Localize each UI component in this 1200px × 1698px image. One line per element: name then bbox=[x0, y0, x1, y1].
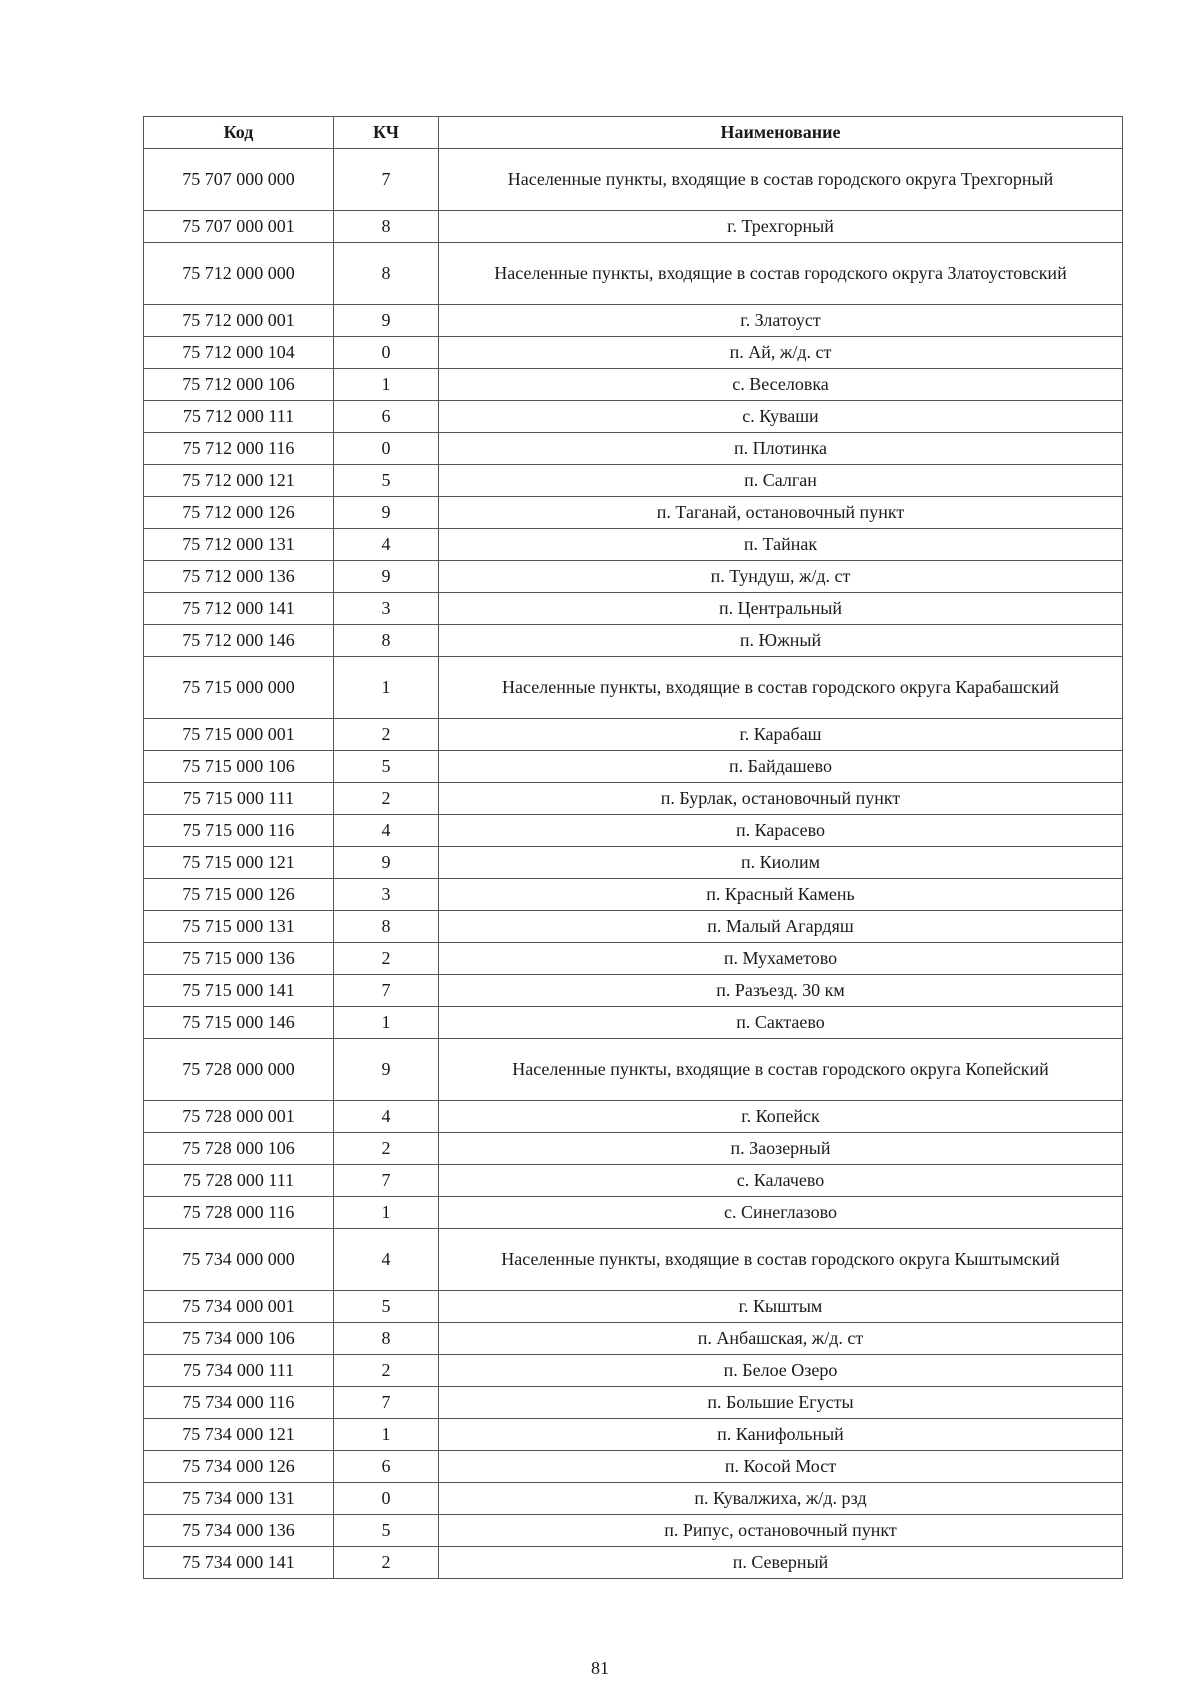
cell-cc: 7 bbox=[334, 1165, 439, 1197]
cell-code: 75 734 000 126 bbox=[144, 1451, 334, 1483]
table-row bbox=[144, 1165, 1123, 1197]
cell-code: 75 715 000 146 bbox=[144, 1007, 334, 1039]
cell-code: 75 715 000 126 bbox=[144, 879, 334, 911]
table-row bbox=[144, 401, 1123, 433]
table-row bbox=[144, 625, 1123, 657]
cell-cc: 9 bbox=[334, 497, 439, 529]
cell-name: с. Веселовка bbox=[439, 369, 1123, 401]
group-row bbox=[144, 1229, 1123, 1291]
group-row bbox=[144, 1039, 1123, 1101]
cell-name: Населенные пункты, входящие в состав городского округа Карабашский bbox=[439, 657, 1123, 719]
cell-cc: 9 bbox=[334, 847, 439, 879]
cell-cc: 9 bbox=[334, 305, 439, 337]
table-row bbox=[144, 1419, 1123, 1451]
cell-name: п. Сактаево bbox=[439, 1007, 1123, 1039]
cell-name: г. Копейск bbox=[439, 1101, 1123, 1133]
cell-name: п. Карасево bbox=[439, 815, 1123, 847]
cell-code: 75 712 000 146 bbox=[144, 625, 334, 657]
table-row bbox=[144, 433, 1123, 465]
cell-code: 75 712 000 111 bbox=[144, 401, 334, 433]
cell-cc: 8 bbox=[334, 243, 439, 305]
table-row bbox=[144, 497, 1123, 529]
cell-cc: 2 bbox=[334, 1355, 439, 1387]
cell-cc: 0 bbox=[334, 1483, 439, 1515]
table-row bbox=[144, 1323, 1123, 1355]
table-row bbox=[144, 975, 1123, 1007]
table-row bbox=[144, 719, 1123, 751]
cell-cc: 8 bbox=[334, 211, 439, 243]
cell-cc: 9 bbox=[334, 561, 439, 593]
cell-name: Населенные пункты, входящие в состав городского округа Кыштымский bbox=[439, 1229, 1123, 1291]
table-row bbox=[144, 1007, 1123, 1039]
cell-name: п. Косой Мост bbox=[439, 1451, 1123, 1483]
cell-name: п. Мухаметово bbox=[439, 943, 1123, 975]
table-row bbox=[144, 593, 1123, 625]
cell-code: 75 707 000 000 bbox=[144, 149, 334, 211]
cell-code: 75 734 000 000 bbox=[144, 1229, 334, 1291]
cell-name: п. Салган bbox=[439, 465, 1123, 497]
cell-code: 75 712 000 136 bbox=[144, 561, 334, 593]
cell-cc: 5 bbox=[334, 751, 439, 783]
cell-cc: 8 bbox=[334, 625, 439, 657]
cell-code: 75 728 000 106 bbox=[144, 1133, 334, 1165]
table-header-row bbox=[144, 117, 1123, 149]
cell-code: 75 715 000 001 bbox=[144, 719, 334, 751]
cell-name: п. Красный Камень bbox=[439, 879, 1123, 911]
cell-name: г. Кыштым bbox=[439, 1291, 1123, 1323]
table-row bbox=[144, 561, 1123, 593]
cell-cc: 5 bbox=[334, 465, 439, 497]
table-row bbox=[144, 783, 1123, 815]
cell-cc: 1 bbox=[334, 1419, 439, 1451]
table-row bbox=[144, 911, 1123, 943]
cell-code: 75 734 000 111 bbox=[144, 1355, 334, 1387]
cell-cc: 1 bbox=[334, 1007, 439, 1039]
cell-name: п. Ай, ж/д. ст bbox=[439, 337, 1123, 369]
table-row bbox=[144, 529, 1123, 561]
cell-code: 75 715 000 121 bbox=[144, 847, 334, 879]
cell-cc: 3 bbox=[334, 593, 439, 625]
cell-name: п. Тундуш, ж/д. ст bbox=[439, 561, 1123, 593]
cell-code: 75 712 000 116 bbox=[144, 433, 334, 465]
cell-cc: 1 bbox=[334, 657, 439, 719]
cell-cc: 5 bbox=[334, 1291, 439, 1323]
cell-code: 75 712 000 104 bbox=[144, 337, 334, 369]
cell-name: п. Анбашская, ж/д. ст bbox=[439, 1323, 1123, 1355]
cell-code: 75 712 000 121 bbox=[144, 465, 334, 497]
cell-code: 75 715 000 116 bbox=[144, 815, 334, 847]
cell-name: п. Таганай, остановочный пункт bbox=[439, 497, 1123, 529]
table-row bbox=[144, 1515, 1123, 1547]
cell-cc: 0 bbox=[334, 433, 439, 465]
cell-name: п. Рипус, остановочный пункт bbox=[439, 1515, 1123, 1547]
cell-cc: 4 bbox=[334, 529, 439, 561]
cell-name: п. Тайнак bbox=[439, 529, 1123, 561]
cell-code: 75 728 000 001 bbox=[144, 1101, 334, 1133]
table-row bbox=[144, 1133, 1123, 1165]
cell-cc: 4 bbox=[334, 1229, 439, 1291]
table-row bbox=[144, 1483, 1123, 1515]
cell-code: 75 734 000 121 bbox=[144, 1419, 334, 1451]
column-header-code: Код bbox=[144, 117, 334, 149]
cell-code: 75 734 000 106 bbox=[144, 1323, 334, 1355]
table-row bbox=[144, 1355, 1123, 1387]
cell-cc: 7 bbox=[334, 975, 439, 1007]
cell-cc: 5 bbox=[334, 1515, 439, 1547]
cell-name: Населенные пункты, входящие в состав городского округа Златоустовский bbox=[439, 243, 1123, 305]
cell-code: 75 715 000 106 bbox=[144, 751, 334, 783]
cell-code: 75 734 000 131 bbox=[144, 1483, 334, 1515]
cell-code: 75 728 000 000 bbox=[144, 1039, 334, 1101]
page-number: 81 bbox=[591, 1658, 609, 1678]
cell-code: 75 734 000 001 bbox=[144, 1291, 334, 1323]
table-row bbox=[144, 1101, 1123, 1133]
cell-code: 75 728 000 111 bbox=[144, 1165, 334, 1197]
cell-cc: 1 bbox=[334, 1197, 439, 1229]
cell-code: 75 715 000 136 bbox=[144, 943, 334, 975]
table-row bbox=[144, 751, 1123, 783]
cell-cc: 9 bbox=[334, 1039, 439, 1101]
cell-cc: 2 bbox=[334, 943, 439, 975]
cell-name: с. Куваши bbox=[439, 401, 1123, 433]
group-row bbox=[144, 149, 1123, 211]
cell-cc: 1 bbox=[334, 369, 439, 401]
column-header-cc: КЧ bbox=[334, 117, 439, 149]
cell-code: 75 734 000 136 bbox=[144, 1515, 334, 1547]
cell-name: п. Северный bbox=[439, 1547, 1123, 1579]
cell-cc: 7 bbox=[334, 1387, 439, 1419]
cell-cc: 2 bbox=[334, 1133, 439, 1165]
cell-cc: 2 bbox=[334, 1547, 439, 1579]
cell-cc: 2 bbox=[334, 719, 439, 751]
cell-name: с. Синеглазово bbox=[439, 1197, 1123, 1229]
cell-name: г. Трехгорный bbox=[439, 211, 1123, 243]
table-row bbox=[144, 1197, 1123, 1229]
table-row bbox=[144, 305, 1123, 337]
cell-name: с. Калачево bbox=[439, 1165, 1123, 1197]
cell-code: 75 728 000 116 bbox=[144, 1197, 334, 1229]
cell-name: п. Центральный bbox=[439, 593, 1123, 625]
cell-name: п. Разъезд. 30 км bbox=[439, 975, 1123, 1007]
cell-code: 75 734 000 141 bbox=[144, 1547, 334, 1579]
cell-name: Населенные пункты, входящие в состав городского округа Копейский bbox=[439, 1039, 1123, 1101]
table-row bbox=[144, 337, 1123, 369]
cell-code: 75 715 000 131 bbox=[144, 911, 334, 943]
cell-code: 75 715 000 141 bbox=[144, 975, 334, 1007]
table-row bbox=[144, 1387, 1123, 1419]
cell-name: г. Карабаш bbox=[439, 719, 1123, 751]
table-row bbox=[144, 1547, 1123, 1579]
cell-code: 75 712 000 126 bbox=[144, 497, 334, 529]
table-row bbox=[144, 1451, 1123, 1483]
okato-table bbox=[143, 116, 1123, 1579]
cell-name: п. Малый Агардяш bbox=[439, 911, 1123, 943]
cell-cc: 3 bbox=[334, 879, 439, 911]
cell-cc: 8 bbox=[334, 1323, 439, 1355]
cell-name: п. Плотинка bbox=[439, 433, 1123, 465]
column-header-name: Наименование bbox=[439, 117, 1123, 149]
cell-name: п. Канифольный bbox=[439, 1419, 1123, 1451]
group-row bbox=[144, 243, 1123, 305]
cell-name: п. Большие Егусты bbox=[439, 1387, 1123, 1419]
cell-code: 75 715 000 000 bbox=[144, 657, 334, 719]
table-body bbox=[144, 149, 1123, 1579]
cell-name: п. Белое Озеро bbox=[439, 1355, 1123, 1387]
cell-cc: 6 bbox=[334, 1451, 439, 1483]
table-row bbox=[144, 211, 1123, 243]
cell-cc: 4 bbox=[334, 815, 439, 847]
table-row bbox=[144, 465, 1123, 497]
table-row bbox=[144, 1291, 1123, 1323]
table-row bbox=[144, 369, 1123, 401]
cell-cc: 6 bbox=[334, 401, 439, 433]
cell-name: п. Киолим bbox=[439, 847, 1123, 879]
table-row bbox=[144, 815, 1123, 847]
cell-cc: 2 bbox=[334, 783, 439, 815]
cell-code: 75 712 000 141 bbox=[144, 593, 334, 625]
cell-cc: 7 bbox=[334, 149, 439, 211]
cell-cc: 4 bbox=[334, 1101, 439, 1133]
cell-name: п. Заозерный bbox=[439, 1133, 1123, 1165]
cell-name: п. Кувалжиха, ж/д. рзд bbox=[439, 1483, 1123, 1515]
cell-name: п. Южный bbox=[439, 625, 1123, 657]
cell-name: г. Златоуст bbox=[439, 305, 1123, 337]
cell-code: 75 712 000 001 bbox=[144, 305, 334, 337]
cell-cc: 0 bbox=[334, 337, 439, 369]
cell-name: п. Бурлак, остановочный пункт bbox=[439, 783, 1123, 815]
cell-name: п. Байдашево bbox=[439, 751, 1123, 783]
cell-code: 75 712 000 000 bbox=[144, 243, 334, 305]
table-row bbox=[144, 943, 1123, 975]
cell-code: 75 707 000 001 bbox=[144, 211, 334, 243]
cell-cc: 8 bbox=[334, 911, 439, 943]
cell-code: 75 715 000 111 bbox=[144, 783, 334, 815]
cell-code: 75 712 000 131 bbox=[144, 529, 334, 561]
table-row bbox=[144, 847, 1123, 879]
cell-code: 75 712 000 106 bbox=[144, 369, 334, 401]
cell-name: Населенные пункты, входящие в состав городского округа Трехгорный bbox=[439, 149, 1123, 211]
cell-code: 75 734 000 116 bbox=[144, 1387, 334, 1419]
table-row bbox=[144, 879, 1123, 911]
group-row bbox=[144, 657, 1123, 719]
